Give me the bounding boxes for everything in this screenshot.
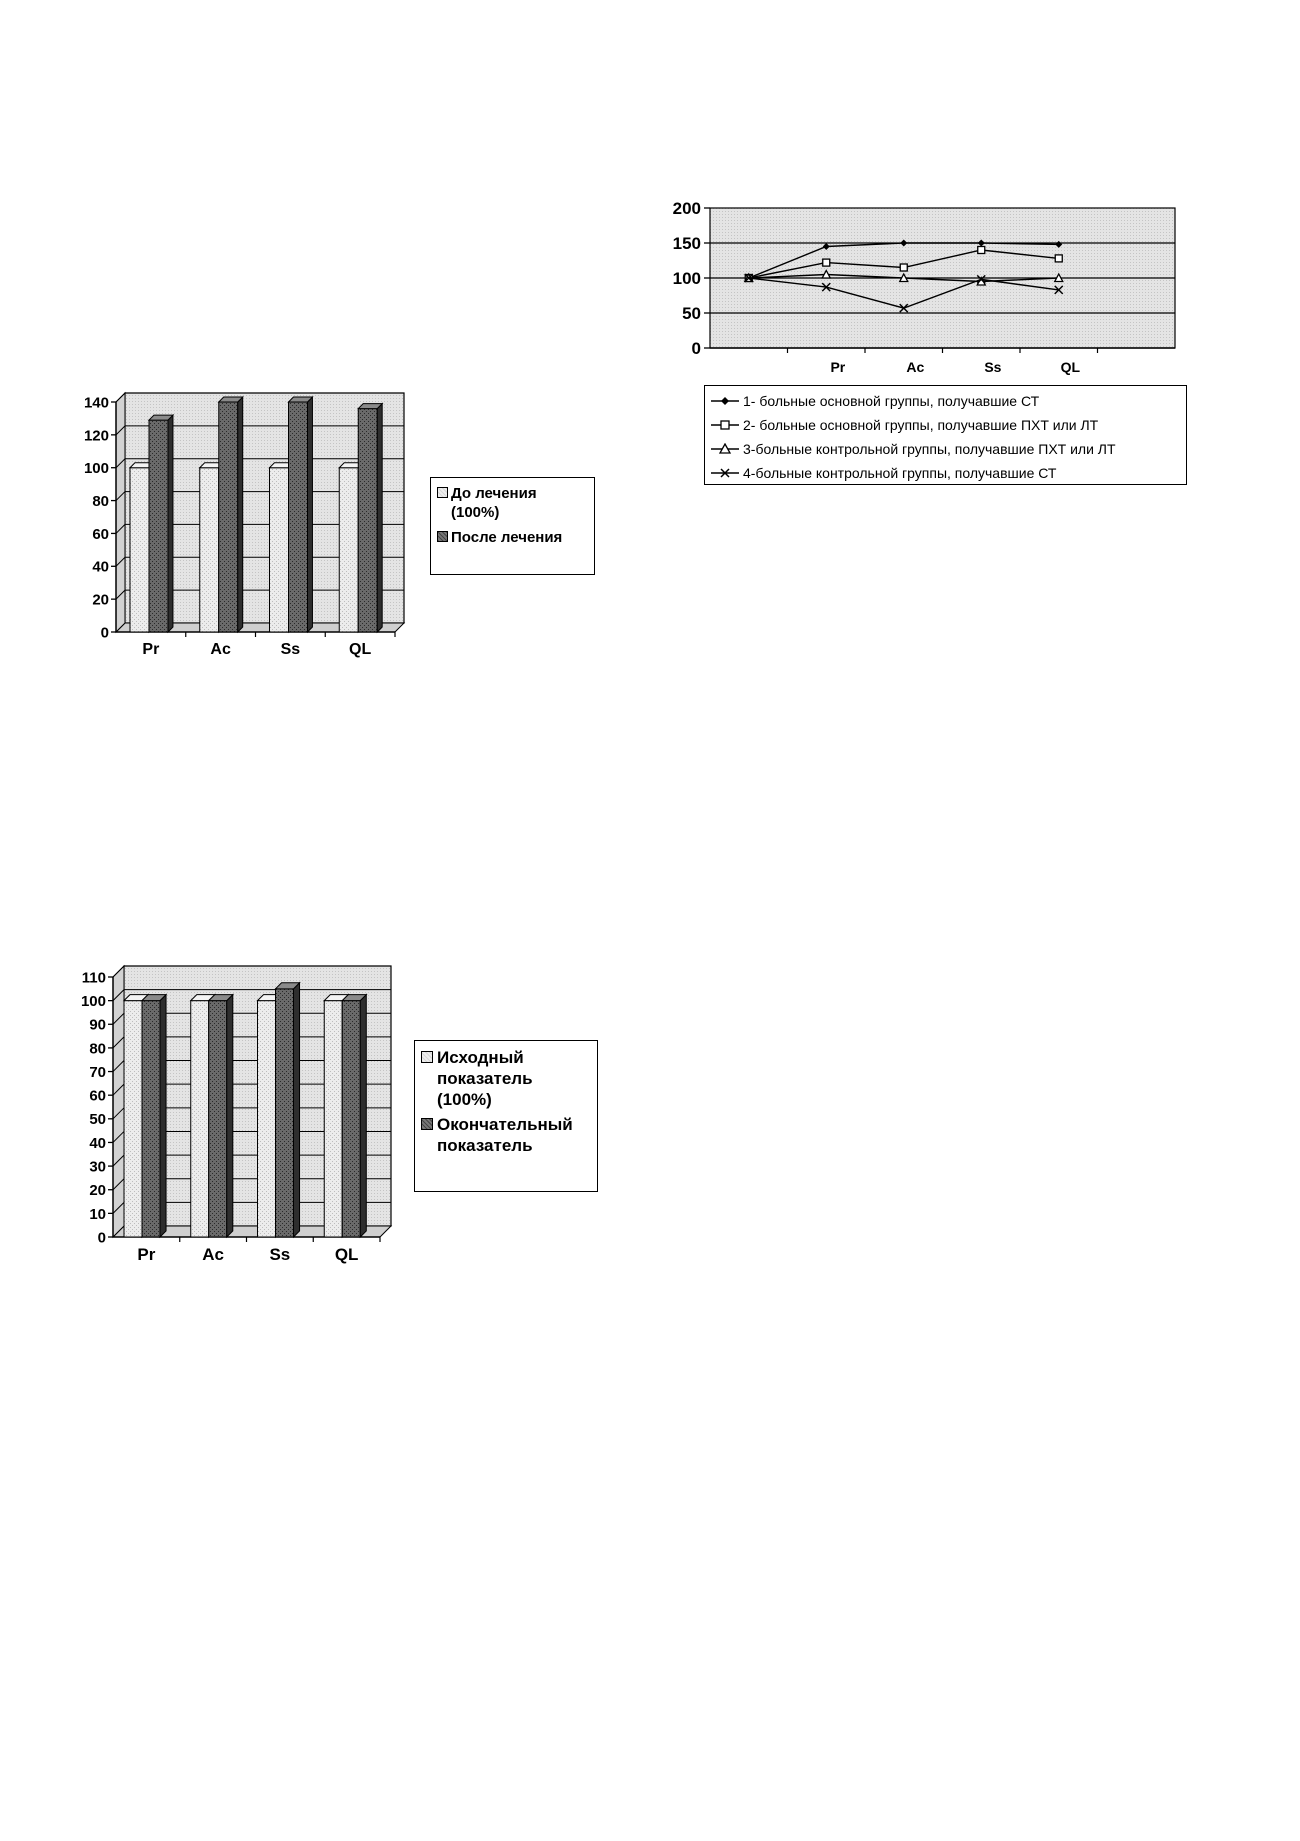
bar-front [258, 1001, 276, 1237]
x-tick-label: Ac [202, 1245, 224, 1264]
triangle-marker-icon [711, 443, 739, 455]
bar-side [168, 415, 173, 632]
x-tick-label: Ac [906, 359, 925, 375]
bar [276, 983, 300, 1237]
legend-label [437, 1114, 573, 1156]
y-tick-label: 80 [92, 492, 109, 510]
legend-label-line: Окончательный [437, 1115, 573, 1134]
bar-front [289, 402, 308, 632]
y-tick-label: 140 [83, 394, 109, 412]
bar-side [360, 995, 366, 1237]
legend-label: 2- больные основной группы, получавшие ПХТ или ЛТ [743, 417, 1099, 433]
y-tick-label: 60 [89, 1087, 106, 1105]
bar-chart-2 [70, 955, 410, 1275]
y-tick-label: 110 [81, 969, 106, 987]
y-tick-label: 10 [89, 1205, 106, 1223]
bar-front [342, 1001, 360, 1237]
bar-front [209, 1001, 227, 1237]
legend-label-line: До лечения [451, 485, 537, 502]
bar-side [238, 397, 243, 632]
bar-chart-1-legend [430, 477, 595, 575]
y-tick-label: 150 [672, 234, 701, 253]
bar-chart-2-legend [414, 1040, 598, 1192]
data-point-square [900, 264, 907, 271]
bar [219, 397, 243, 632]
bar-top [149, 415, 173, 420]
plot-side-wall [116, 393, 125, 632]
y-tick-label: 0 [97, 1229, 106, 1247]
bar-front [339, 468, 358, 632]
bar-chart-1 [80, 385, 420, 665]
bar-front [200, 468, 219, 632]
legend-swatch-light [421, 1051, 433, 1063]
legend-swatch-dark [421, 1118, 433, 1130]
bar-top [289, 397, 313, 402]
bar-front [324, 1001, 342, 1237]
bar-front [276, 989, 294, 1237]
line-chart-svg [655, 198, 1185, 383]
x-tick-label: Ss [984, 359, 1002, 375]
y-tick-label: 20 [92, 591, 109, 609]
x-tick-label: Pr [142, 641, 160, 658]
bar-chart-2-svg [70, 955, 410, 1275]
y-tick-label: 120 [83, 427, 109, 445]
bar-front [191, 1001, 209, 1237]
y-tick-label: 70 [89, 1063, 106, 1081]
bar-front [149, 420, 168, 632]
bar [149, 415, 173, 632]
legend-label-line: (100%) [437, 1090, 492, 1109]
bar [142, 995, 166, 1237]
y-tick-label: 100 [83, 460, 109, 478]
bar [289, 397, 313, 632]
diamond-marker-icon [711, 395, 739, 407]
legend-label-line: После лечения [451, 529, 563, 546]
y-tick-label: 20 [89, 1182, 106, 1200]
bar-top [358, 404, 382, 409]
y-tick-label: 0 [100, 624, 109, 642]
legend-swatch-light [437, 487, 448, 498]
bar-front [358, 409, 377, 632]
bar [358, 404, 382, 632]
bar-top [219, 397, 243, 402]
plot-side-wall [113, 966, 124, 1237]
y-tick-label: 40 [92, 558, 109, 576]
bar [342, 995, 366, 1237]
bar-side [294, 983, 300, 1237]
bar-side [377, 404, 382, 632]
y-tick-label: 40 [89, 1134, 106, 1152]
y-tick-label: 100 [80, 993, 106, 1011]
legend-item-1 [419, 1047, 593, 1110]
legend-label [451, 484, 537, 522]
bar-front [124, 1001, 142, 1237]
x-tick-label: Pr [830, 359, 846, 375]
legend-label-line: показатель [437, 1069, 533, 1088]
legend-item-series-3 [711, 437, 1180, 461]
square-marker-icon [711, 419, 739, 431]
x-marker-icon [711, 467, 739, 479]
legend-swatch-dark [437, 531, 448, 542]
legend-label-line: показатель [437, 1136, 533, 1155]
legend-item-series-2 [711, 413, 1180, 437]
x-tick-label: Ss [280, 641, 301, 658]
y-tick-label: 90 [89, 1016, 106, 1034]
legend-label-line: (100%) [451, 504, 500, 521]
line-chart-legend [704, 385, 1187, 485]
legend-label-line: Исходный [437, 1048, 524, 1067]
bar-front [270, 468, 289, 632]
x-tick-label: Pr [137, 1245, 156, 1264]
y-tick-label: 60 [92, 525, 109, 543]
y-tick-label: 100 [672, 269, 701, 288]
bar-front [219, 402, 238, 632]
legend-label: 1- больные основной группы, получавшие СТ [743, 393, 1040, 409]
x-tick-label: QL [334, 1245, 359, 1264]
bar-side [160, 995, 166, 1237]
bar-side [308, 397, 313, 632]
bar [209, 995, 233, 1237]
legend-item-2 [419, 1114, 593, 1156]
x-tick-label: Ac [210, 641, 231, 658]
legend-item-series-4 [711, 461, 1180, 485]
bar-side [227, 995, 233, 1237]
x-tick-label: QL [349, 641, 372, 658]
legend-label: 3-больные контрольной группы, получавшие ПХТ или ЛТ [743, 441, 1116, 457]
y-tick-label: 50 [682, 304, 701, 323]
data-point-square [823, 259, 830, 266]
data-point-square [978, 247, 985, 254]
legend-item-2 [435, 528, 590, 547]
y-tick-label: 0 [691, 339, 701, 358]
legend-item-series-1 [711, 389, 1180, 413]
x-tick-label: QL [1060, 359, 1081, 375]
legend-label: 4-больные контрольной группы, получавшие СТ [743, 465, 1057, 481]
bar-front [142, 1001, 160, 1237]
y-tick-label: 80 [89, 1040, 106, 1058]
legend-label [437, 1047, 533, 1110]
bar-chart-1-svg [80, 385, 420, 665]
line-chart [655, 198, 1185, 383]
y-tick-label: 30 [89, 1158, 106, 1176]
bar-front [130, 468, 149, 632]
y-tick-label: 50 [89, 1111, 106, 1129]
x-tick-label: Ss [269, 1245, 291, 1264]
data-point-square [1055, 255, 1062, 262]
legend-item-1 [435, 484, 590, 522]
y-tick-label: 200 [672, 199, 701, 218]
